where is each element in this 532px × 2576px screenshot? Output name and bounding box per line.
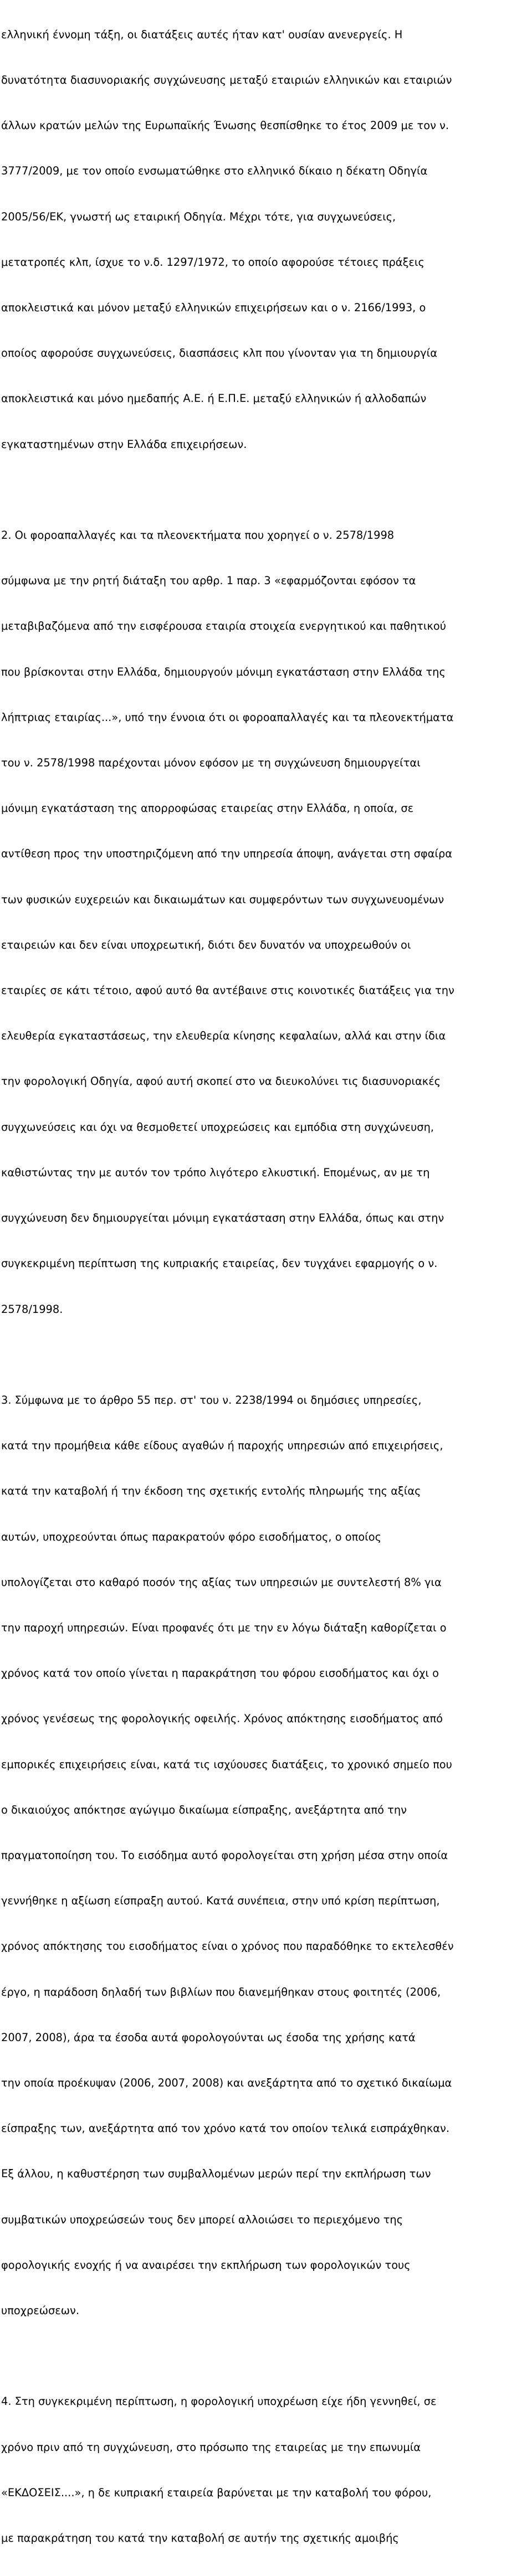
text-line: που βρίσκονται στην Ελλάδα, δημιουργούν μόνιμη εγκατάσταση στην Ελλάδα της: [1, 665, 446, 678]
text-line: ελληνική έννομη τάξη, οι διατάξεις αυτές ήταν κατ' ουσίαν ανενεργείς. Η: [1, 28, 403, 41]
text-line: Εξ άλλου, η καθυστέρηση των συμβαλλομένων μερών περί την εκπλήρωση των: [1, 2167, 431, 2181]
text-line: είσπραξης των, ανεξάρτητα από τον χρόνο κατά τον οποίον τελικά εισπράχθηκαν.: [1, 2122, 450, 2135]
text-line: εταιρίες σε κάτι τέτοιο, αφού αυτό θα αντέβαινε στις κοινοτικές διατάξεις για την: [1, 984, 454, 997]
text-line: πραγματοποίηση του. Το εισόδημα αυτό φορολογείται στη χρήση μέσα στην οποία: [1, 1848, 448, 1862]
text-line: των φυσικών ευχερειών και δικαιωμάτων και συμφερόντων των συγχωνευομένων: [1, 893, 444, 906]
text-line: 2. Οι φοροαπαλλαγές και τα πλεονεκτήματα που χορηγεί ο ν. 2578/1998: [1, 529, 395, 542]
text-line: υπολογίζεται στο καθαρό ποσόν της αξίας των υπηρεσιών με συντελεστή 8% για: [1, 1575, 442, 1589]
text-line: υποχρεώσεων.: [1, 2304, 79, 2317]
text-line: συγχώνευση δεν δημιουργείται μόνιμη εγκατάσταση στην Ελλάδα, όπως και στην: [1, 1212, 444, 1225]
text-line: 3777/2009, με τον οποίο ενσωματώθηκε στο ελληνικό δίκαιο η δέκατη Οδηγία: [1, 164, 428, 178]
text-line: σύμφωνα με την ρητή διάταξη του αρθρ. 1 παρ. 3 «εφαρμόζονται εφόσον τα: [1, 574, 416, 588]
text-line: χρόνος κατά τον οποίο γίνεται η παρακράτηση του φόρου εισοδήματος και όχι ο: [1, 1667, 439, 1680]
text-line: 2005/56/ΕΚ, γνωστή ως εταιρική Οδηγία. Μέχρι τότε, για συγχωνεύσεις,: [1, 210, 396, 223]
text-line: με παρακράτηση του κατά την καταβολή σε αυτήν της σχετικής αμοιβής: [1, 2531, 399, 2544]
text-line: αυτών, υποχρεούνται όπως παρακρατούν φόρο εισοδήματος, ο οποίος: [1, 1530, 381, 1543]
text-line: άλλων κρατών μελών της Ευρωπαϊκής Ένωσης θεσπίσθηκε το έτος 2009 με τον ν.: [1, 119, 449, 132]
paragraph-4: [1, 2364, 526, 2576]
text-line: την οποία προέκυψαν (2006, 2007, 2008) και ανεξάρτητα από το σχετικό δικαίωμα: [1, 2076, 452, 2089]
text-line: συμβατικών υποχρεώσεών τους δεν μπορεί αλλοιώσει το περιεχόμενο της: [1, 2213, 403, 2226]
text-line: ο δικαιούχος απόκτησε αγώγιμο δικαίωμα είσπραξης, ανεξάρτητα από την: [1, 1803, 407, 1816]
text-line: συγκεκριμένη περίπτωση της κυπριακής εταιρείας, δεν τυγχάνει εφαρμογής ο ν.: [1, 1257, 438, 1270]
text-line: έργο, η παράδοση δηλαδή των βιβλίων που διανεμήθηκαν στους φοιτητές (2006,: [1, 1985, 441, 1998]
paragraph-3: [1, 1362, 526, 2348]
text-line: μεταβιβαζόμενα από την εισφέρουσα εταιρία στοιχεία ενεργητικού και παθητικού: [1, 620, 447, 633]
text-line: εταιρειών και δεν είναι υποχρεωτική, διότι δεν δυνατόν να υποχρεωθούν οι: [1, 938, 411, 951]
text-line: λήπτριας εταιρίας...», υπό την έννοια ότι οι φοροαπαλλαγές και τα πλεονεκτήματα: [1, 710, 454, 724]
paragraph-2: [1, 497, 526, 1347]
paragraph-1: [1, 0, 526, 482]
text-line: μόνιμη εγκατάσταση της απορροφώσας εταιρείας στην Ελλάδα, η οποία, σε: [1, 802, 414, 815]
text-line: κατά την καταβολή ή την έκδοση της σχετικής εντολής πληρωμής της αξίας: [1, 1485, 421, 1498]
text-line: εμπορικές επιχειρήσεις είναι, κατά τις ισχύουσες διατάξεις, το χρονικό σημείο που: [1, 1758, 452, 1771]
text-line: χρόνος γενέσεως της φορολογικής οφειλής. Χρόνος απόκτησης εισοδήματος από: [1, 1712, 443, 1725]
text-line: «ΕΚΔΟΣΕΙΣ....», η δε κυπριακή εταιρεία βαρύνεται με την καταβολή του φόρου,: [1, 2486, 432, 2499]
text-line: μετατροπές κλπ, ίσχυε το ν.δ. 1297/1972, το οποίο αφορούσε τέτοιες πράξεις: [1, 255, 424, 269]
text-line: συγχωνεύσεις και όχι να θεσμοθετεί υποχρεώσεις και εμπόδια στη συγχώνευση,: [1, 1120, 434, 1134]
text-line: αντίθεση προς την υποστηριζόμενη από την υπηρεσία άποψη, ανάγεται στη σφαίρα: [1, 847, 453, 861]
text-line: φορολογικής ενοχής ή να αναιρέσει την εκπλήρωση των φορολογικών τους: [1, 2258, 411, 2271]
text-line: δυνατότητα διασυνοριακής συγχώνευσης μεταξύ εταιριών ελληνικών και εταιριών: [1, 74, 452, 87]
paragraph-gap: [1, 482, 526, 497]
paragraph-gap: [1, 1347, 526, 1362]
text-line: κατά την προμήθεια κάθε είδους αγαθών ή παροχής υπηρεσιών από επιχειρήσεις,: [1, 1439, 443, 1452]
text-line: εγκαταστημένων στην Ελλάδα επιχειρήσεων.: [1, 437, 247, 451]
text-line: του ν. 2578/1998 παρέχονται μόνον εφόσον με τη συγχώνευση δημιουργείται: [1, 756, 421, 770]
text-line: την φορολογική Οδηγία, αφού αυτή σκοπεί στο να διευκολύνει τις διασυνοριακές: [1, 1075, 441, 1088]
text-line: αποκλειστικά και μόνο ημεδαπής Α.Ε. ή Ε.Π.Ε. μεταξύ ελληνικών ή αλλοδαπών: [1, 392, 427, 405]
text-line: καθιστώντας την με αυτόν τον τρόπο λιγότερο ελκυστική. Επομένως, αν με τη: [1, 1166, 430, 1179]
text-line: 3. Σύμφωνα με το άρθρο 55 περ. στ' του ν. 2238/1994 οι δημόσιες υπηρεσίες,: [1, 1393, 422, 1407]
text-line: χρόνο πριν από τη συγχώνευση, στο πρόσωπο της εταιρείας με την επωνυμία: [1, 2440, 421, 2454]
text-line: αποκλειστικά και μόνον μεταξύ ελληνικών επιχειρήσεων και ο ν. 2166/1993, ο: [1, 301, 426, 315]
text-line: οποίος αφορούσε συγχωνεύσεις, διασπάσεις κλπ που γίνονταν για τη δημιουργία: [1, 347, 438, 360]
text-line: 2007, 2008), άρα τα έσοδα αυτά φορολογούνται ως έσοδα της χρήσης κατά: [1, 2031, 416, 2044]
text-line: ελευθερία εγκαταστάσεως, την ελευθερία κίνησης κεφαλαίων, αλλά και στην ίδια: [1, 1029, 446, 1043]
text-line: 2578/1998.: [1, 1302, 63, 1316]
text-line: 4. Στη συγκεκριμένη περίπτωση, η φορολογική υποχρέωση είχε ήδη γεννηθεί, σε: [1, 2395, 437, 2408]
paragraph-gap: [1, 2348, 526, 2363]
text-line: γεννήθηκε η αξίωση είσπραξη αυτού. Κατά συνέπεια, στην υπό κρίση περίπτωση,: [1, 1894, 440, 1908]
text-line: χρόνος απόκτησης του εισοδήματος είναι ο χρόνος που παραδόθηκε το εκτελεσθέν: [1, 1940, 454, 1953]
text-line: την παροχή υπηρεσιών. Είναι προφανές ότι με την εν λόγω διάταξη καθορίζεται ο: [1, 1621, 447, 1634]
